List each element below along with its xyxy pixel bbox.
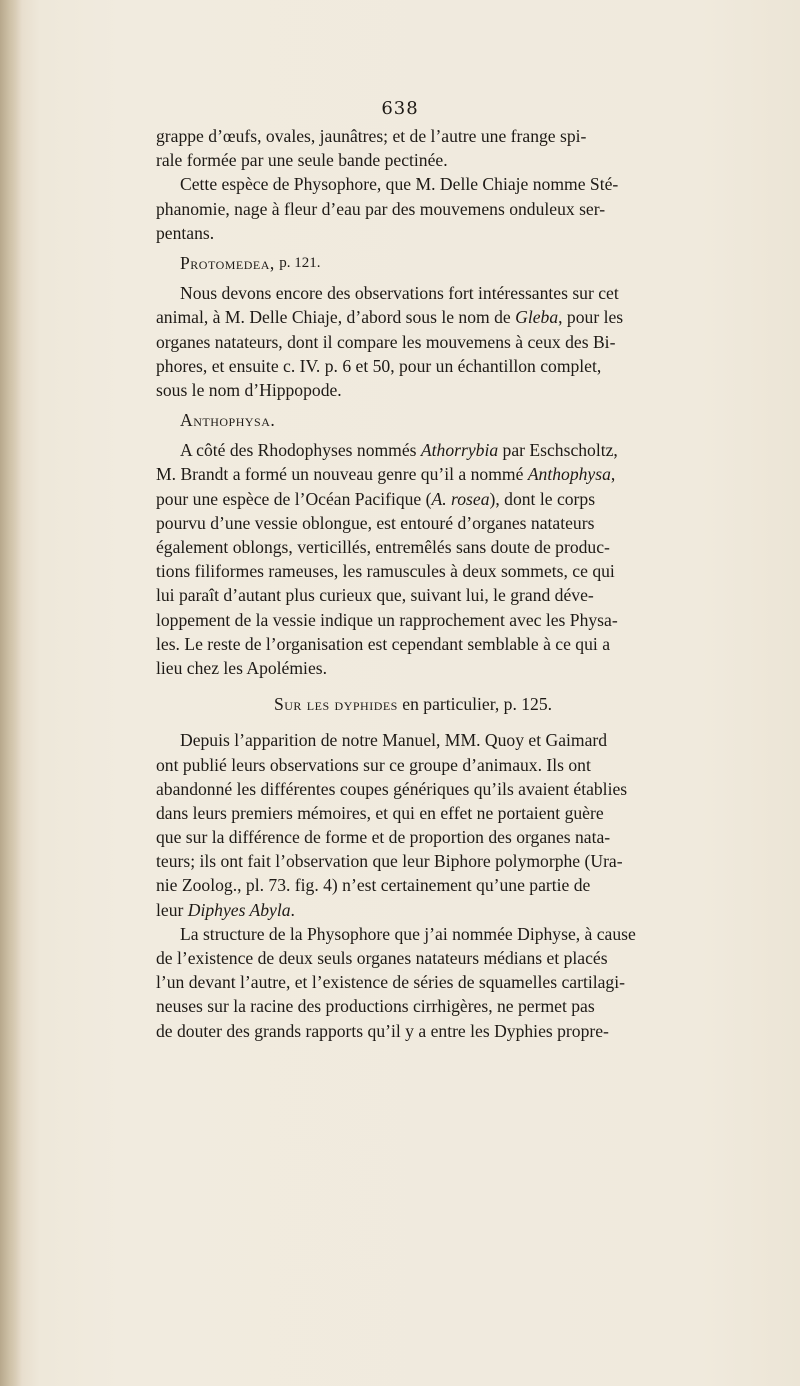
text-line: de l’existence de deux seuls organes natateurs médians et placés: [156, 948, 608, 968]
text-body: [156, 124, 670, 1043]
heading-ref: p. 121.: [279, 254, 321, 271]
text-line: animal, à M. Delle Chiaje, d’abord sous le nom de Gleba, pour les: [156, 307, 624, 328]
text-line: rale formée par une seule bande pectinée.: [156, 150, 448, 171]
page-number: 638: [381, 98, 419, 119]
text-line: phanomie, nage à fleur d’eau par des mouvemens onduleux ser-: [156, 198, 606, 219]
heading-text: Sur les dyphides: [273, 694, 398, 715]
text-line: phores, et ensuite c. IV. p. 6 et 50, pour un échantillon complet,: [156, 355, 602, 376]
text-line: lieu chez les Apolémies.: [156, 657, 327, 678]
text-line: Cette espèce de Physophore, que M. Delle Chiaje nomme Sté-: [180, 174, 619, 195]
heading-text: Protomedea,: [180, 252, 275, 273]
section-heading-dyphides: [156, 692, 670, 716]
text-line: Nous devons encore des observations fort intéressantes sur cet: [180, 283, 619, 304]
text-line: pourvu d’une vessie oblongue, est entouré d’organes natateurs: [156, 512, 595, 533]
text-line: tions filiformes rameuses, les ramuscules à deux sommets, ce qui: [156, 561, 615, 582]
text-line: ont publié leurs observations sur ce groupe d’animaux. Ils ont: [156, 754, 591, 775]
text-line: pour une espèce de l’Océan Pacifique (A. rosea), dont le corps: [156, 488, 596, 509]
text-line: organes natateurs, dont il compare les mouvemens à ceux des Bi-: [156, 331, 616, 352]
text-line: neuses sur la racine des productions cirrhigères, ne permet pas: [156, 996, 595, 1017]
text-line: teurs; ils ont fait l’observation que leur Biphore polymorphe (Ura-: [156, 851, 623, 872]
text-line: lui paraît d’autant plus curieux que, suivant lui, le grand déve-: [156, 585, 594, 606]
text-line: pentans.: [156, 222, 215, 243]
text-line: La structure de la Physophore que j’ai nommée Diphyse, à cause: [180, 923, 636, 944]
text-line: loppement de la vessie indique un rapprochement avec les Physa-: [156, 609, 618, 630]
section-heading-anthophysa: [156, 408, 670, 432]
text-line: également oblongs, verticillés, entremêlés sans doute de produc-: [156, 537, 610, 557]
text-line: abandonné les différentes coupes génériques qu’ils avaient établies: [156, 778, 628, 799]
text-line: de douter des grands rapports qu’il y a entre les Dyphies propre-: [156, 1020, 609, 1041]
text-line: l’un devant l’autre, et l’existence de séries de squamelles cartilagi-: [156, 972, 625, 993]
text-line: nie Zoolog., pl. 73. fig. 4) n’est certainement qu’une partie de: [156, 875, 591, 896]
text-line: M. Brandt a formé un nouveau genre qu’il a nommé Anthophysa,: [156, 464, 616, 485]
text-line: que sur la différence de forme et de proportion des organes nata-: [156, 827, 611, 848]
text-line: leur Diphyes Abyla.: [156, 899, 295, 920]
text-line: sous le nom d’Hippopode.: [156, 379, 342, 400]
text-line: les. Le reste de l’organisation est cependant semblable à ce qui a: [156, 633, 611, 654]
text-line: Depuis l’apparition de notre Manuel, MM. Quoy et Gaimard: [180, 730, 608, 751]
heading-tail: en particulier, p. 125.: [402, 694, 553, 715]
text-line: A côté des Rhodophyses nommés Athorrybia par Eschscholtz,: [180, 440, 618, 461]
text-line: dans leurs premiers mémoires, et qui en effet ne portaient guère: [156, 802, 604, 823]
binding-shadow: [0, 0, 22, 1386]
heading-text: Anthophysa.: [180, 410, 276, 431]
section-heading-protomedea: [156, 251, 670, 275]
text-line: grappe d’œufs, ovales, jaunâtres; et de l’autre une frange spi-: [156, 126, 587, 146]
